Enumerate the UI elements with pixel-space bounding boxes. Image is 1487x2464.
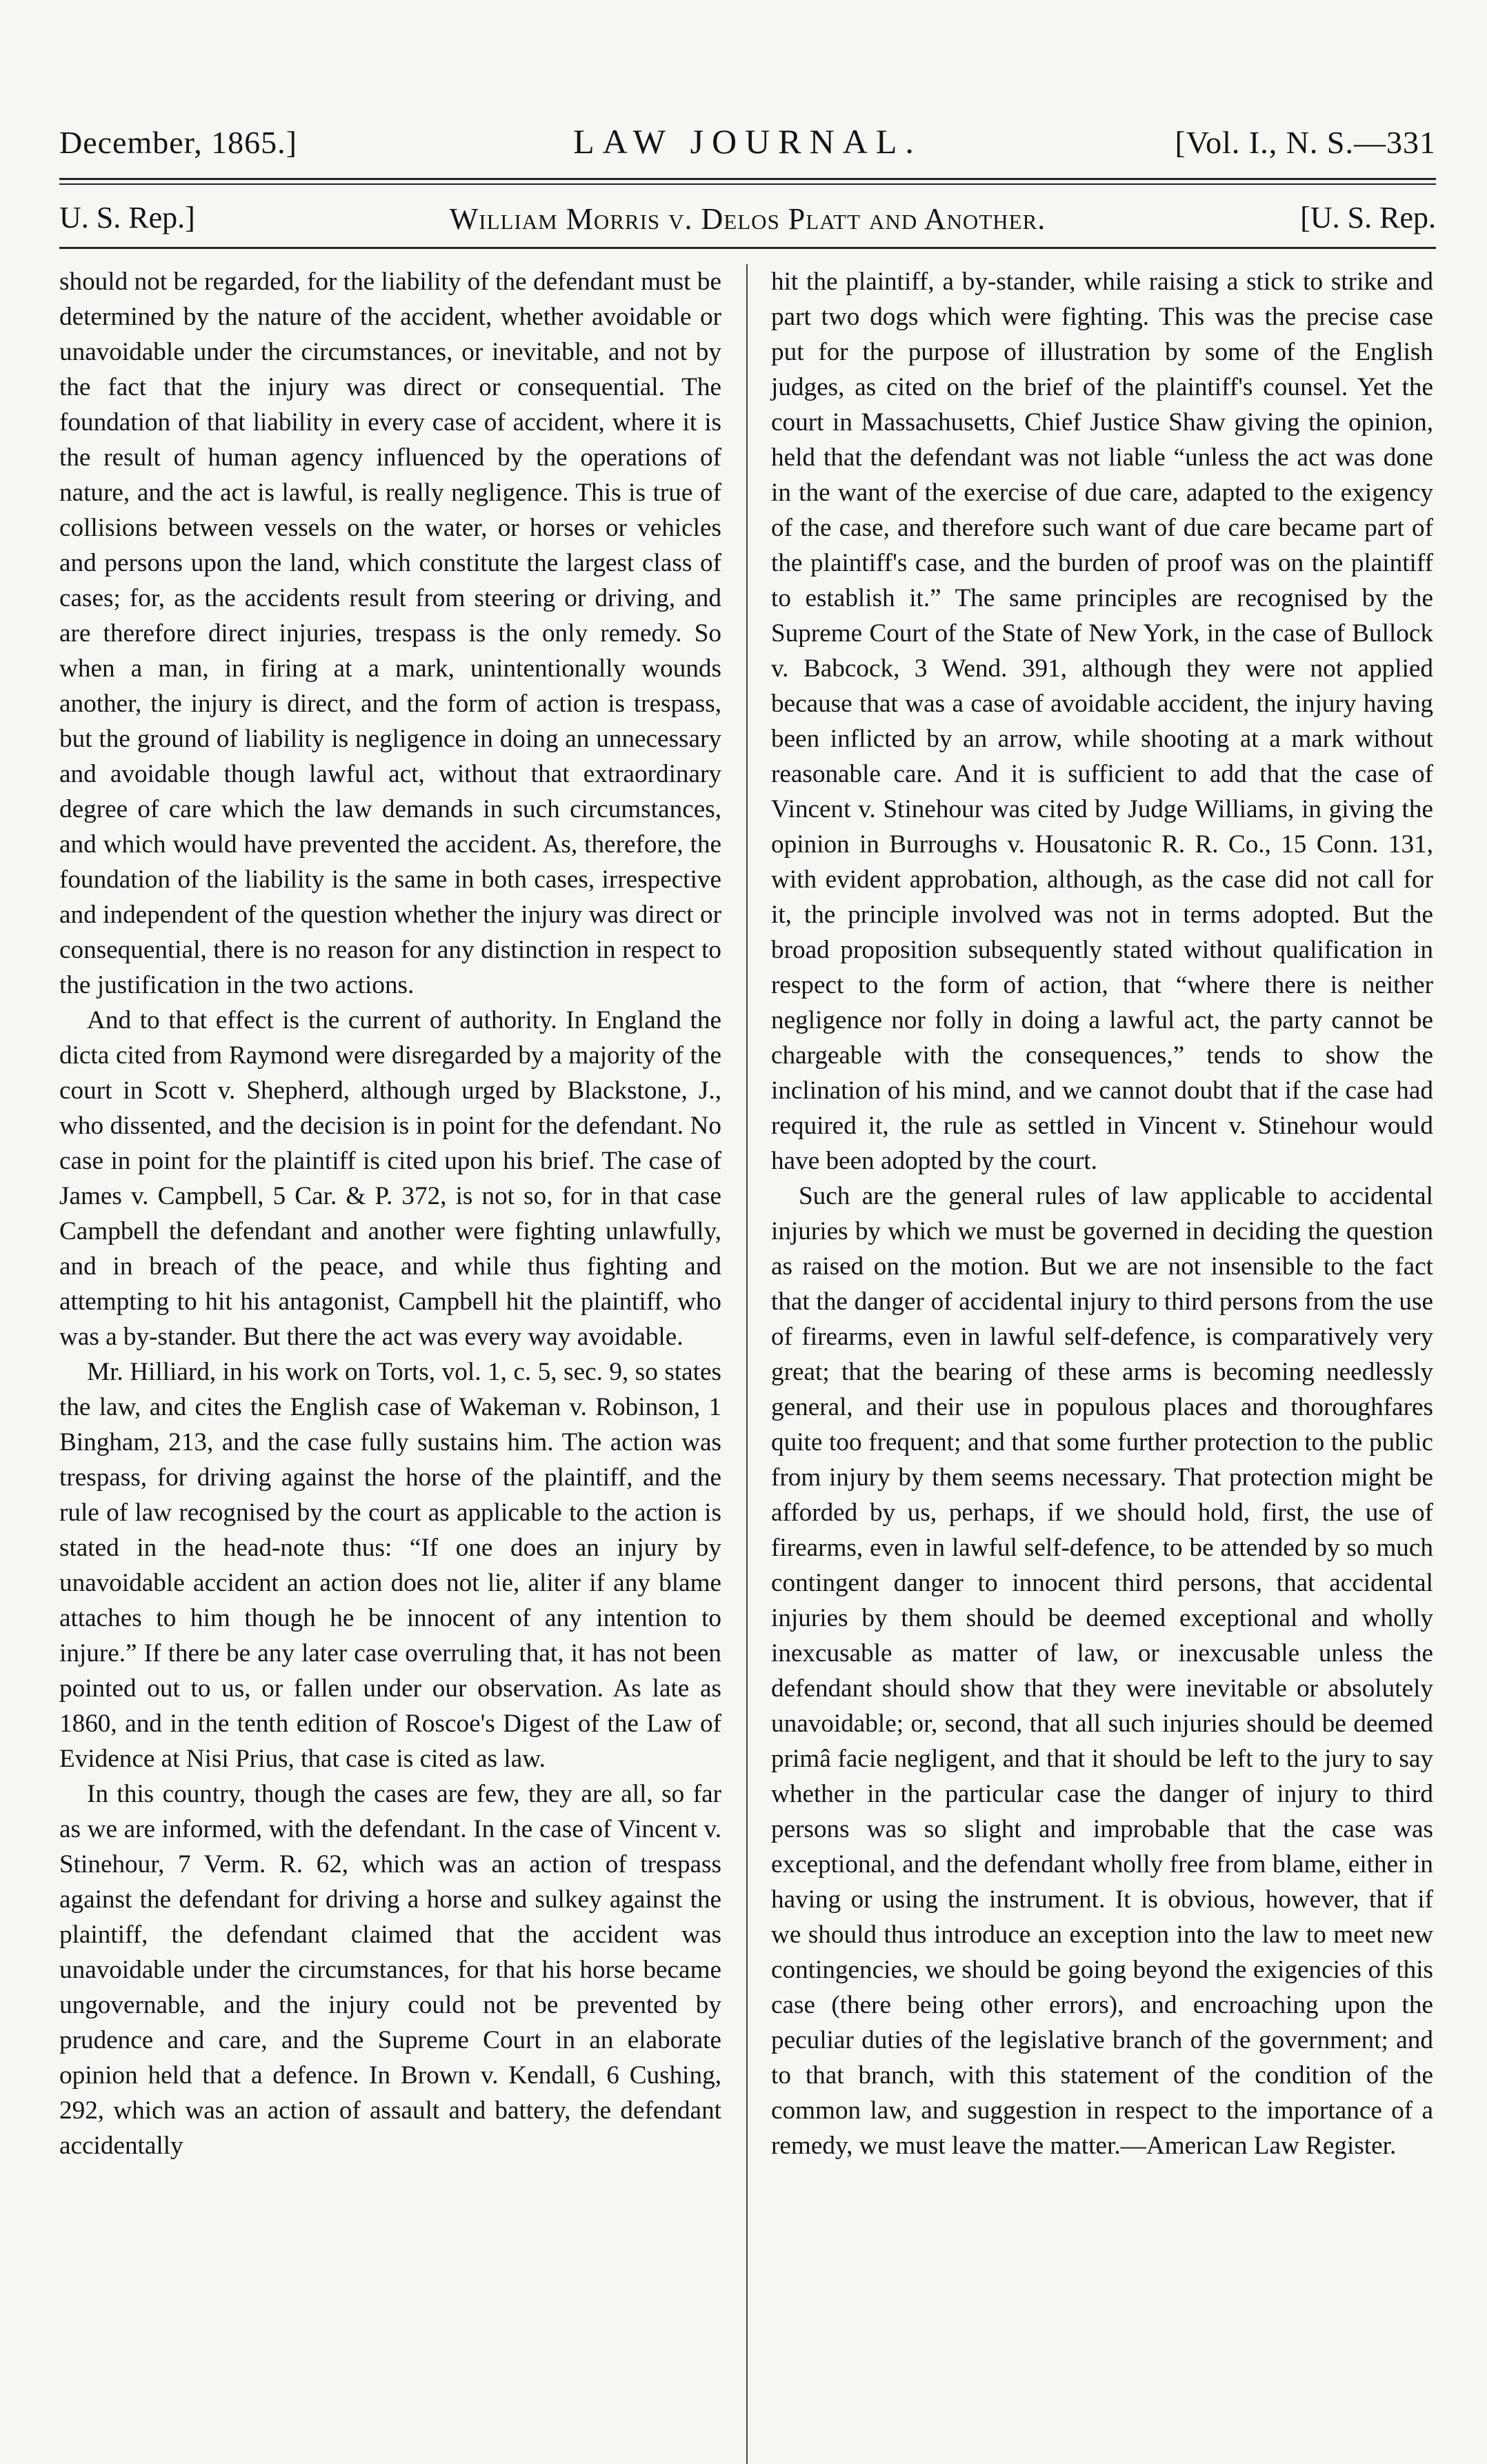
paragraph: Such are the general rules of law applicable to accidental injuries by which we must be governed in deciding the question as raised on the motion. But we are not insensible to the fact that the danger of accidental injury to third persons from the use of firearms, even in lawful self-defence, is comparatively very great; that the bearing of these arms is becoming needlessly general, and their use in populous places and thoroughfares quite too frequent; and that some further protection to the public from injury by them seems necessary. That protection might be afforded by us, perhaps, if we should hold, first, the use of firearms, even in lawful self-defence, to be attended by so much contingent danger to innocent third persons, that accidental injuries by them should be deemed exceptional and wholly inexcusable as matter of law, or inexcusable unless the defendant should show that they were inevitable or absolutely unavoidable; or, second, that all such injuries should be deemed primâ facie negligent, and that it should be left to the jury to say whether in the particular case the danger of injury to third persons was so slight and improbable that the case was exceptional, and the defendant wholly free from blame, either in having or using the instrument. It is obvious, however, that if we should thus introduce an exception into the law to meet new contingencies, we should be going beyond the exigencies of this case (there being other errors), and encroaching upon the peculiar duties of the legislative branch of the government; and to that branch, with this statement of the condition of the common law, and suggestion in respect to the importance of a remedy, we must leave the matter.—American Law Register. xyxy=(771,1182,1433,2160)
paragraph: hit the plaintiff, a by-stander, while raising a stick to strike and part two dogs which were fighting. This was the precise case put for the purpose of illustration by some of the English judges, as cited on the brief of the plaintiff's counsel. Yet the court in Massachusetts, Chief Justice Shaw giving the opinion, held that the defendant was not liable “unless the act was done in the want of the exercise of due care, adapted to the exigency of the case, and therefore such want of due care became part of the plaintiff's case, and the burden of proof was on the plaintiff to establish it.” The same principles are recognised by the Supreme Court of the State of New York, in the case of Bullock v. Babcock, 3 Wend. 391, although they were not applied because that was a case of avoidable accident, the injury having been inflicted by an arrow, while shooting at a mark without reasonable care. And it is sufficient to add that the case of Vincent v. Stinehour was cited by Judge Williams, in giving the opinion in Burroughs v. Housatonic R. R. Co., 15 Conn. 131, with evident approbation, although, as the case did not call for it, the principle involved was not in terms adopted. But the broad proposition subsequently stated without qualification in respect to the form of action, that “where there is neither negligence nor folly in doing a lawful act, the party cannot be chargeable with the consequences,” tends to show the inclination of his mind, and we cannot doubt that if the case had required it, the rule as settled in Vincent v. Stinehour would have been adopted by the court. xyxy=(771,268,1433,1175)
running-head xyxy=(59,117,1436,172)
report-right: [U. S. Rep. xyxy=(1300,201,1436,234)
volume-page: [Vol. I., N. S.—331 xyxy=(1175,125,1436,160)
right-column xyxy=(771,264,1433,2163)
paragraph: And to that effect is the current of authority. In England the dicta cited from Raymond were disregarded by a majority of the court in Scott v. Shepherd, although urged by Blackstone, J., who dissented, and the decision is in point for the defendant. No case in point for the plaintiff is cited upon his brief. The case of James v. Campbell, 5 Car. & P. 372, is not so, for in that case Campbell the defendant and another were fighting unlawfully, and in breach of the peace, and while thus fighting and attempting to hit his antagonist, Campbell hit the plaintiff, who was a by-stander. But there the act was every way avoidable. xyxy=(59,1006,721,1351)
journal-title: LAW JOURNAL. xyxy=(573,122,922,161)
issue-date: December, 1865.] xyxy=(59,125,297,160)
header-rule xyxy=(59,178,1436,185)
case-heading xyxy=(59,185,1436,244)
column-divider xyxy=(746,264,748,2464)
paragraph: should not be regarded, for the liability of the defendant must be determined by the nature of the accident, whether avoidable or unavoidable under the circumstances, or inevitable, and not by the fact that the injury was direct or consequential. The foundation of that liability in every case of accident, where it is the result of human agency influenced by the operations of nature, and the act is lawful, is really negligence. This is true of collisions between vessels on the water, or horses or vehicles and persons upon the land, which constitute the largest class of cases; for, as the accidents result from steering or driving, and are therefore direct injuries, trespass is the only remedy. So when a man, in firing at a mark, unintentionally wounds another, the injury is direct, and the form of action is trespass, but the ground of liability is negligence in doing an unnecessary and avoidable though lawful act, without that extraordinary degree of care which the law demands in such circumstances, and which would have prevented the accident. As, therefore, the foundation of the liability is the same in both cases, irrespective and independent of the question whether the injury was direct or consequential, there is no reason for any distinction in respect to the justification in the two actions. xyxy=(59,268,721,999)
paragraph: Mr. Hilliard, in his work on Torts, vol. 1, c. 5, sec. 9, so states the law, and cites the English case of Wakeman v. Robinson, 1 Bingham, 213, and the case fully sustains him. The action was trespass, for driving against the horse of the plaintiff, and the rule of law recognised by the court as applicable to the action is stated in the head-note thus: “If one does an injury by unavoidable accident an action does not lie, aliter if any blame attaches to him though he be innocent of any intention to injure.” If there be any later case overruling that, it has not been pointed out to us, or fallen under our observation. As late as 1860, and in the tenth edition of Roscoe's Digest of the Law of Evidence at Nisi Prius, that case is cited as law. xyxy=(59,1358,721,1773)
case-title: William Morris v. Delos Platt and Another. xyxy=(449,202,1046,236)
case-rule xyxy=(59,247,1436,249)
paragraph: In this country, though the cases are few, they are all, so far as we are informed, with the defendant. In the case of Vincent v. Stinehour, 7 Verm. R. 62, which was an action of trespass against the defendant for driving a horse and sulkey against the plaintiff, the defendant claimed that the accident was unavoidable under the circumstances, for that his horse became ungovernable, and the injury could not be prevented by prudence and care, and the Supreme Court in an elaborate opinion held that a defence. In Brown v. Kendall, 6 Cushing, 292, which was an action of assault and battery, the defendant accidentally xyxy=(59,1780,721,2160)
journal-page xyxy=(59,117,1436,2160)
report-left: U. S. Rep.] xyxy=(59,201,195,234)
left-column xyxy=(59,264,721,2163)
